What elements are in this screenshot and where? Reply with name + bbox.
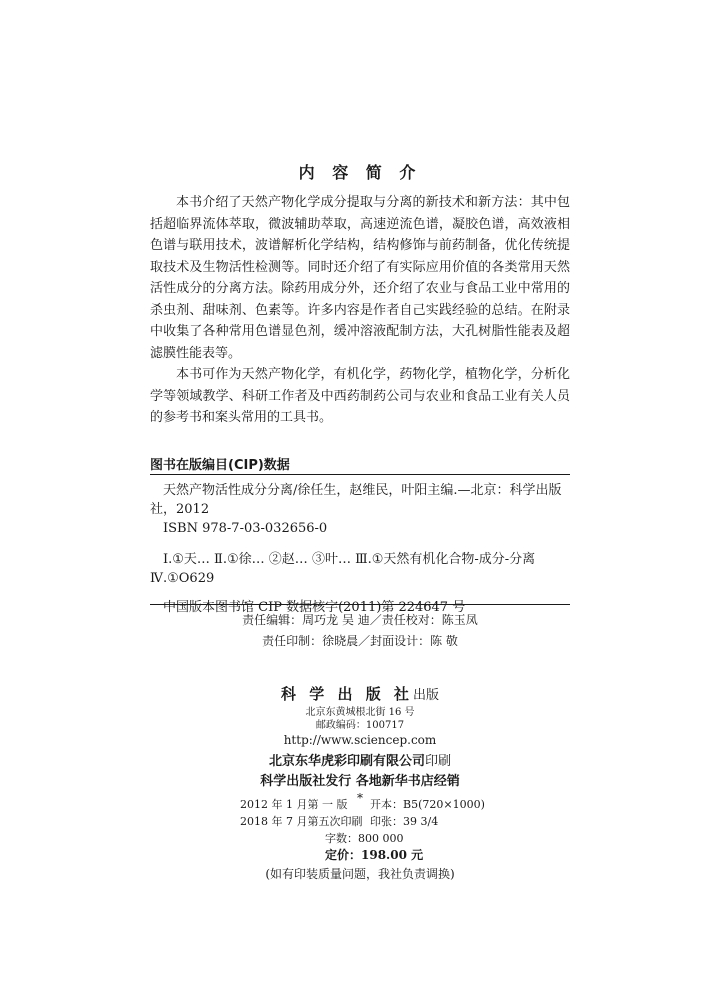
cip-isbn: ISBN 978-7-03-032656-0	[163, 521, 328, 536]
spec-sheets: 印张：39 3/4	[370, 815, 439, 828]
publisher-block	[0, 684, 720, 804]
spec-format: 开本：B5(720×1000)	[370, 798, 485, 811]
publisher-address: 北京东黄城根北街 16 号	[305, 707, 415, 718]
intro-paragraph-2: 本书可作为天然产物化学，有机化学，药物化学，植物化学，分析化学等领域教学、科研工作者及中西药制药公司与农业和食品工业有关人员的参考书和案头常用的工具书。	[150, 367, 570, 425]
publisher-name: 科 学 出 版 社	[281, 685, 413, 703]
print-specs	[0, 796, 720, 884]
intro-paragraph-1: 本书介绍了天然产物化学成分提取与分离的新技术和新方法：其中包括超临界流体萃取，微波辅助萃取，高速逆流色谱，凝胶色谱，高效液相色谱与联用技术，波谱解析化学结构，结构修饰与前药制备，优化传统提取技术及生物活性检测等。同时还介绍了有实际应用价值的各类常用天然活性成分的分离方法。除药用成分外，还介绍了农业与食品工业中常用的杀虫剂、甜味剂、色素等。许多内容是作者自己实践经验的总结。在附录中收集了各种常用色谱显色剂，缓冲溶液配制方法，大孔树脂性能表及超滤膜性能表等。	[150, 195, 570, 361]
spec-words: 字数：800 000	[325, 832, 404, 845]
cip-top-rule	[150, 474, 570, 475]
distribution-line: 科学出版社发行 各地新华书店经销	[260, 774, 460, 789]
spec-edition: 2012 年 1 月第 一 版	[240, 798, 348, 811]
credits-line-2: 责任印制：徐晓晨／封面设计：陈 敬	[262, 634, 458, 648]
publisher-postcode: 邮政编码：100717	[315, 720, 405, 731]
separator-star: *	[357, 791, 363, 805]
cip-entry: 天然产物活性成分分离/徐任生，赵维民，叶阳主编.—北京：科学出版社，2012	[150, 483, 562, 517]
printer-name: 北京东华虎彩印刷有限公司	[268, 754, 425, 769]
cip-number: 中国版本图书馆 CIP 数据核字(2011)第 224647 号	[163, 600, 466, 615]
cip-classification: Ⅰ.①天… Ⅱ.①徐… ②赵… ③叶… Ⅲ.①天然有机化合物-成分-分离 Ⅳ.①O629	[150, 552, 536, 586]
spec-price: 定价：198.00 元	[325, 848, 424, 862]
cip-bottom-rule	[150, 604, 570, 605]
cip-heading: 图书在版编目(CIP)数据	[150, 458, 290, 473]
credits-line-1: 责任编辑：周巧龙 吴 迪／责任校对：陈玉凤	[242, 613, 478, 627]
intro-title: 内 容 简 介	[298, 163, 422, 182]
printer-suffix: 印刷	[425, 754, 452, 769]
spec-printing: 2018 年 7 月第五次印刷	[240, 815, 363, 828]
editor-credits	[0, 610, 720, 652]
publisher-website: http://www.sciencep.com	[283, 733, 437, 747]
intro-text	[150, 192, 570, 429]
cip-record	[150, 481, 570, 617]
publisher-suffix: 出版	[412, 688, 439, 703]
quality-notice: (如有印装质量问题，我社负责调换)	[265, 867, 455, 881]
